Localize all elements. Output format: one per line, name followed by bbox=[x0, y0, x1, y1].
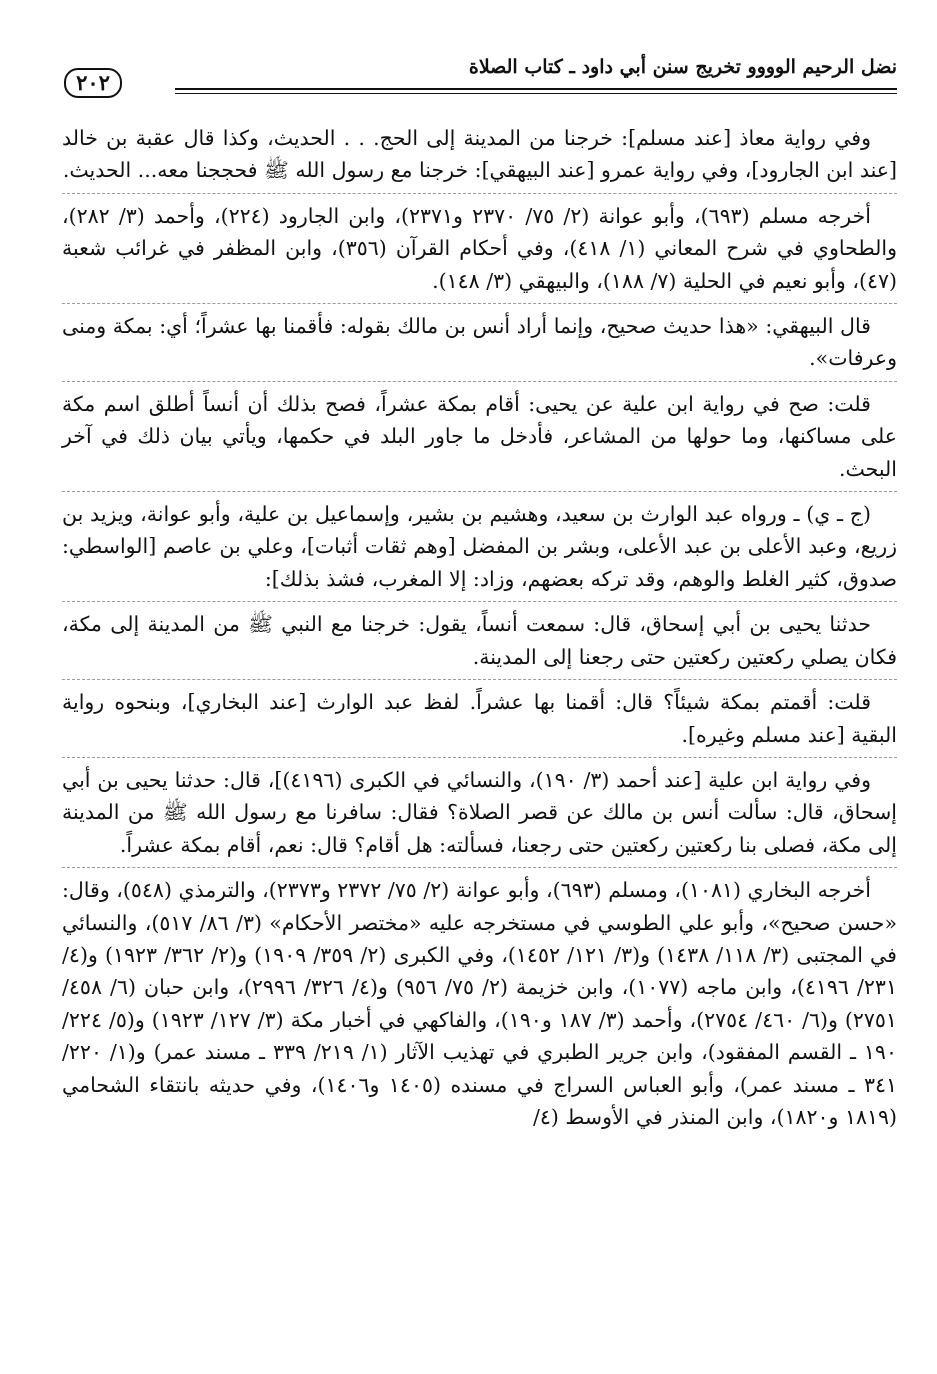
page-number-box bbox=[48, 68, 138, 98]
paragraph-9: أخرجه البخاري (١٠٨١)، ومسلم (٦٩٣)، وأبو عوانة (٢/ ٧٥/ ٢٣٧٢ و٢٣٧٣)، والترمذي (٥٤٨)، وقال: «حسن صحيح»، وأبو علي الطوسي في مستخرجه عليه «مختصر الأحكام» (٣/ ٨٦/ ٥١٧)، والنسائي في المجتبى (٣/ ١١٨/ ١٤٣٨) و(٣/ ١٢١/ ١٤٥٢)، وفي الكبرى (٢/ ٣٥٩/ ١٩٠٩) و(٢/ ٣٦٢/ ١٩٢٣) و(٤/ ٢٣١/ ٤١٩٦)، وابن ماجه (١٠٧٧)، وابن خزيمة (٢/ ٧٥/ ٩٥٦) و(٤/ ٣٢٦/ ٢٩٩٦)، وابن حبان (٦/ ٤٥٨/ ٢٧٥١) و(٦/ ٤٦٠/ ٢٧٥٤)، وأحمد (٣/ ١٨٧ و١٩٠)، والفاكهي في أخبار مكة (٣/ ١٢٧/ ١٩٢٣) و(٥/ ٢٢٤/ ١٩٠ ـ القسم المفقود)، وابن جرير الطبري في تهذيب الآثار (١/ ٢١٩/ ٣٣٩ ـ مسند عمر) و(١/ ٢٢٠/ ٣٤١ ـ مسند عمر)، وأبو العباس السراج في مسنده (١٤٠٥ و١٤٠٦)، وفي حديثه بانتقاء الشحامي (١٨١٩ و١٨٢٠)، وابن المنذر في الأوسط (٤/ bbox=[62, 878, 897, 1129]
paragraph-5: (ج ـ ي) ـ ورواه عبد الوارث بن سعيد، وهشيم بن بشير، وإسماعيل بن علية، وأبو عوانة، ويزيد بن زريع، وعبد الأعلى بن عبد الأعلى، وبشر بن المفضل [وهم ثقات أثبات]، وعلي بن عاصم [الواسطي: صدوق، كثير الغلط والوهم، وقد تركه بعضهم، وزاد: إلا المغرب، فشذ بذلك]: bbox=[62, 498, 897, 602]
page-number: ٢٠٢ bbox=[64, 68, 122, 98]
header-rule bbox=[175, 88, 897, 94]
page-body bbox=[62, 122, 897, 1145]
paragraph-1: وفي رواية معاذ [عند مسلم]: خرجنا من المدينة إلى الحج. . . الحديث، وكذا قال عقبة بن خالد [عند ابن الجارود]، وفي رواية عمرو [عند البيهقي]: خرجنا مع رسول الله ﷺ فحججنا معه... الحديث. bbox=[62, 122, 897, 194]
paragraph-4: قلت: صح في رواية ابن علية عن يحيى: أقام بمكة عشراً، فصح بذلك أن أنساً أطلق اسم مكة على مساكنها، وما حولها من المشاعر، فأدخل ما جاور البلد في حكمها، ويأتي بيان ذلك في آخر البحث. bbox=[62, 388, 897, 492]
page-header bbox=[30, 52, 897, 100]
paragraph-2: أخرجه مسلم (٦٩٣)، وأبو عوانة (٢/ ٧٥/ ٢٣٧٠ و٢٣٧١)، وابن الجارود (٢٢٤)، وأحمد (٣/ ٢٨٢)، والطحاوي في شرح المعاني (١/ ٤١٨)، وفي أحكام القرآن (٣٥٦)، وابن المظفر في غرائب شعبة (٤٧)، وأبو نعيم في الحلية (٧/ ١٨٨)، والبيهقي (٣/ ١٤٨). bbox=[62, 200, 897, 304]
paragraph-7: قلت: أقمتم بمكة شيئاً؟ قال: أقمنا بها عشراً. لفظ عبد الوارث [عند البخاري]، وبنحوه رواية البقية [عند مسلم وغيره]. bbox=[62, 686, 897, 758]
paragraph-3: قال البيهقي: «هذا حديث صحيح، وإنما أراد أنس بن مالك بقوله: فأقمنا بها عشراً؛ أي: بمكة ومنى وعرفات». bbox=[62, 310, 897, 382]
running-title: نضل الرحيم الوووو تخريج سنن أبي داود ـ كتاب الصلاة bbox=[468, 56, 897, 78]
paragraph-6: حدثنا يحيى بن أبي إسحاق، قال: سمعت أنساً، يقول: خرجنا مع النبي ﷺ من المدينة إلى مكة، فكان يصلي ركعتين ركعتين حتى رجعنا إلى المدينة. bbox=[62, 608, 897, 680]
paragraph-8: وفي رواية ابن علية [عند أحمد (٣/ ١٩٠)، والنسائي في الكبرى (٤١٩٦)]، قال: حدثنا يحيى بن أبي إسحاق، قال: سألت أنس بن مالك عن قصر الصلاة؟ فقال: سافرنا مع رسول الله ﷺ من المدينة إلى مكة، فصلى بنا ركعتين ركعتين حتى رجعنا، فسألته: هل أقام؟ قال: نعم، أقام بمكة عشراً. bbox=[62, 764, 897, 868]
